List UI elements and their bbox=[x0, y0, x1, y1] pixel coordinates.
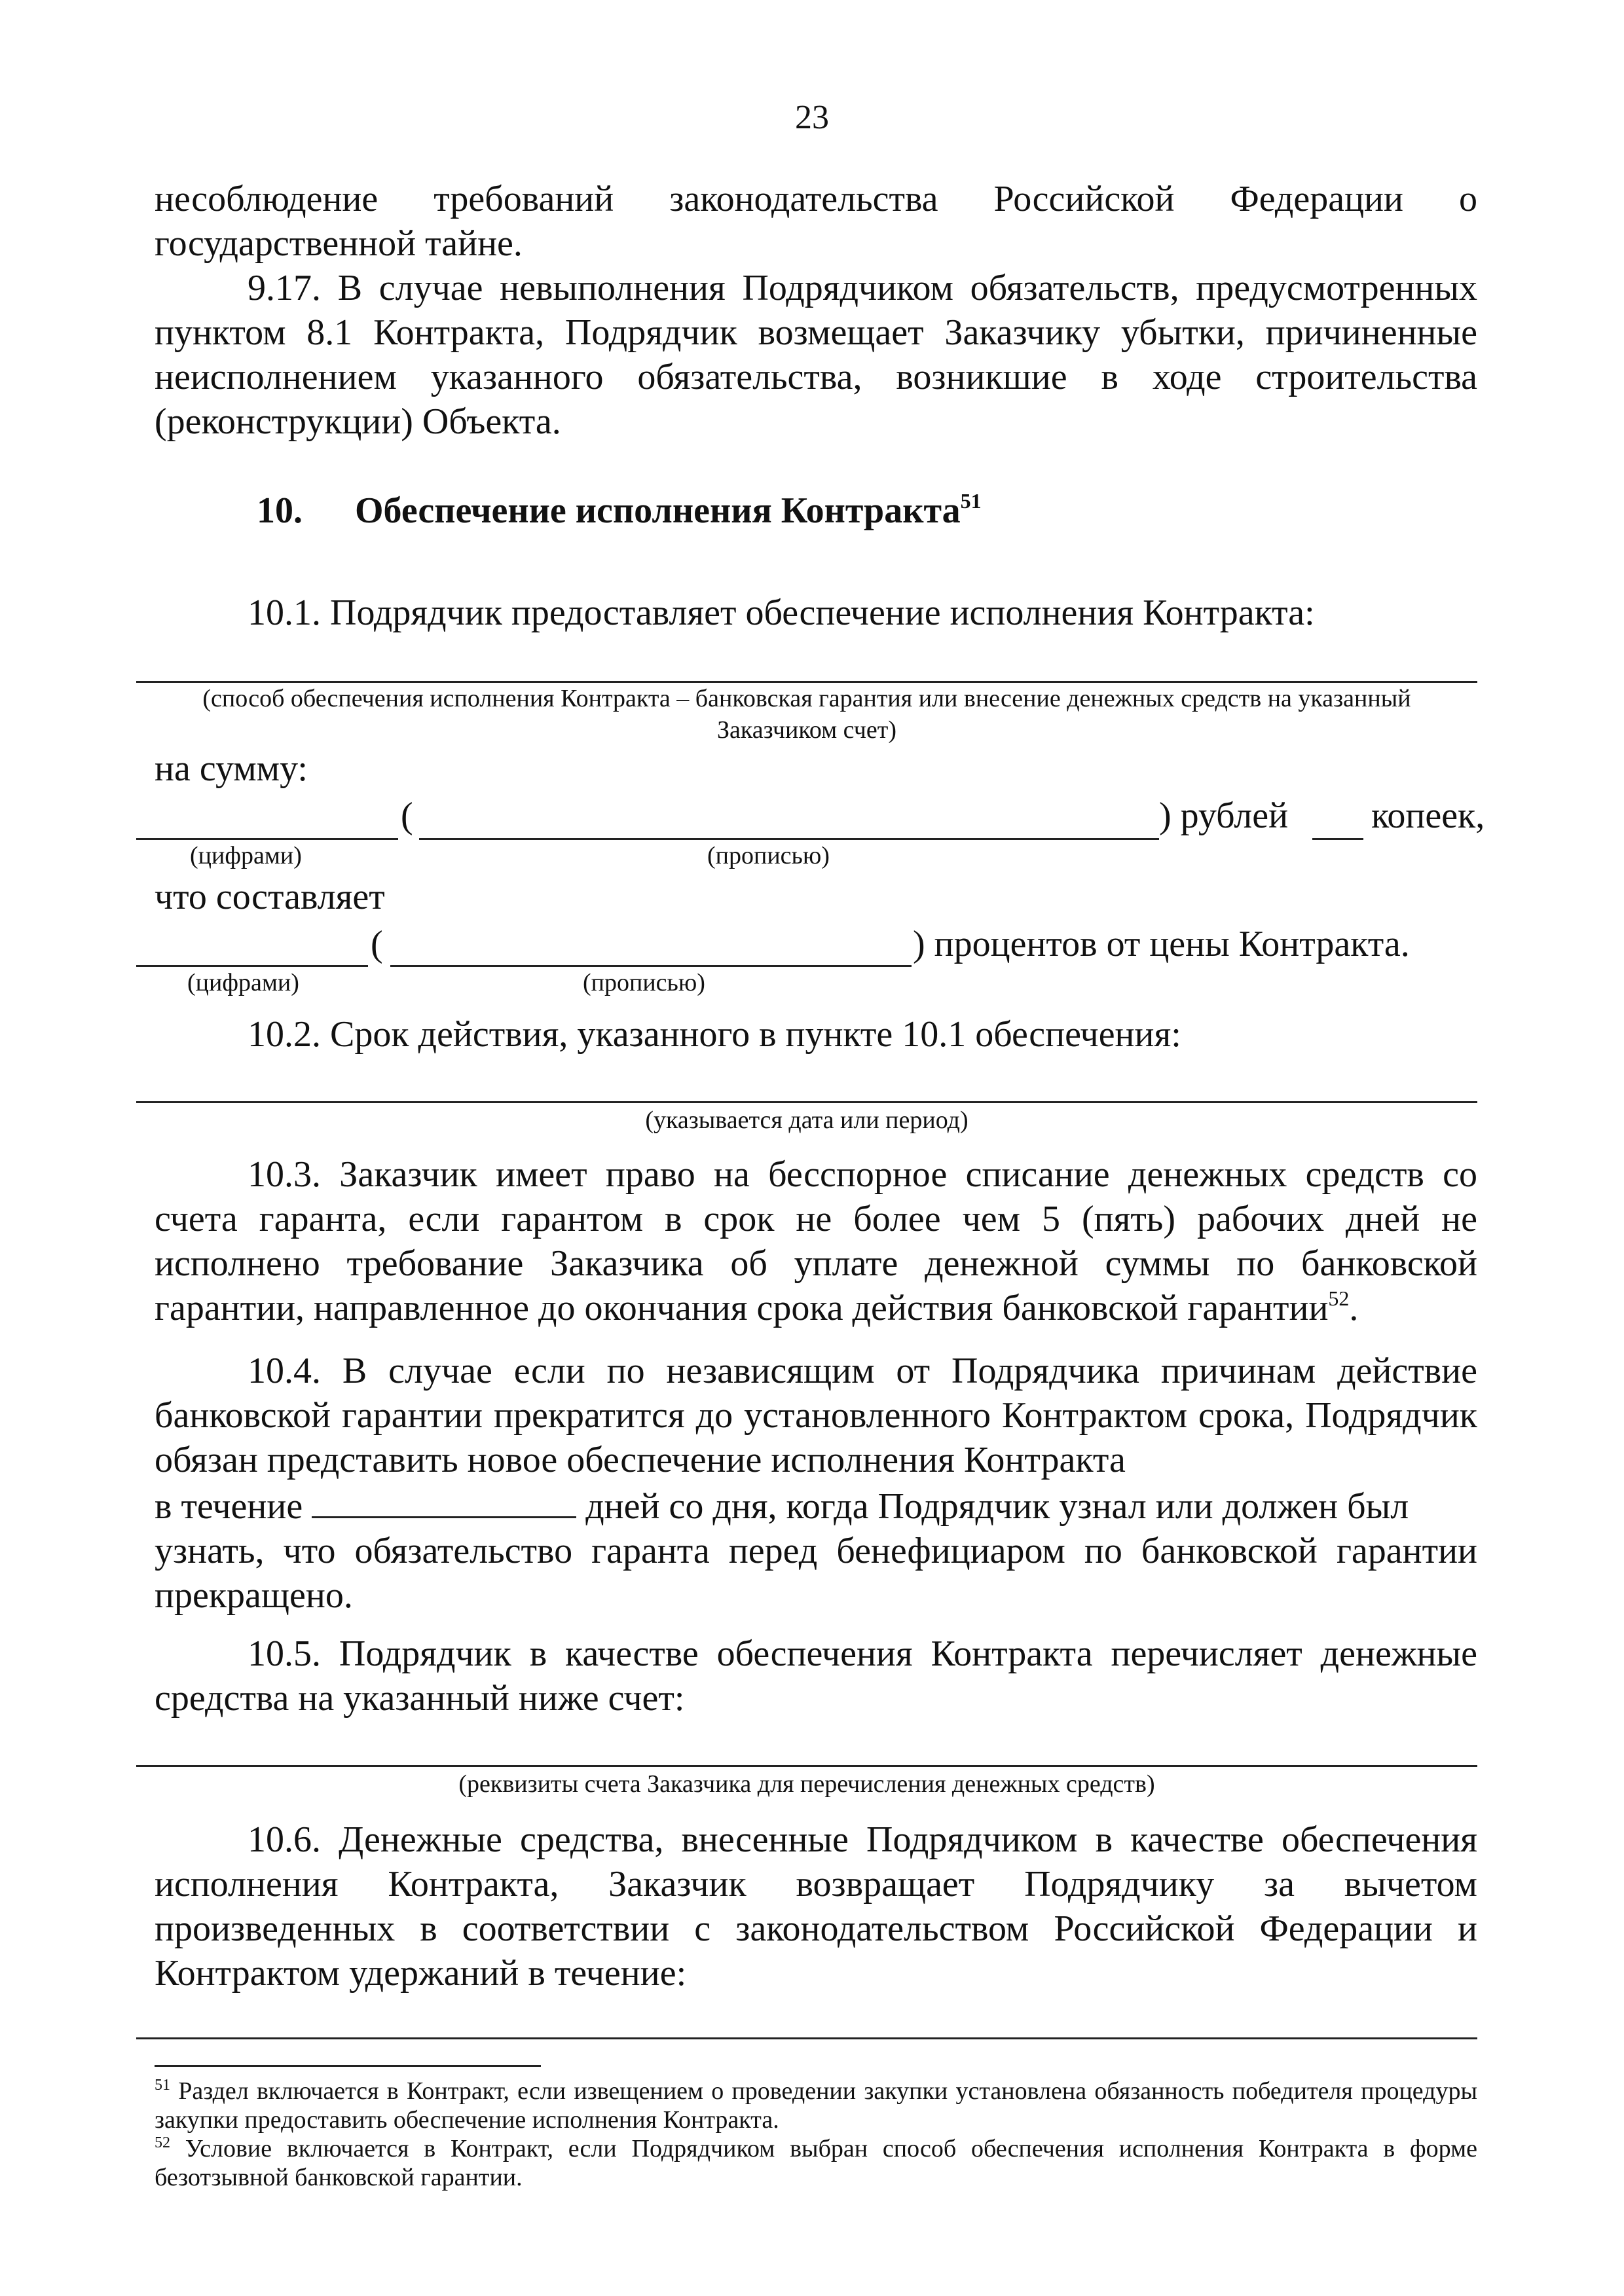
days-blank bbox=[312, 1482, 576, 1518]
section-9-tail bbox=[155, 177, 1477, 444]
footnote-51-text: Раздел включается в Контракт, если извещением о проведении закупки установлена обязанность победителя процедуры закупки предоставить обеспечение исполнения Контракта. bbox=[155, 2077, 1478, 2134]
caption-period: (указывается дата или период) bbox=[645, 1106, 969, 1134]
section-heading bbox=[257, 490, 982, 532]
paragraph-10-6-block bbox=[155, 1817, 1477, 1995]
amount-words-blank bbox=[419, 838, 1159, 840]
page-number: 23 bbox=[795, 99, 829, 136]
footnote-ref-51: 51 bbox=[960, 489, 982, 513]
footnote-52 bbox=[155, 2134, 1477, 2192]
section-number: 10. bbox=[257, 490, 303, 531]
blank-line-return-period bbox=[136, 2037, 1477, 2039]
blank-line-period bbox=[136, 1101, 1477, 1103]
paragraph-10-4-part4: узнать, что обязательство гаранта перед бенефициаром по банковской гарантии прекращено. bbox=[155, 1531, 1477, 1616]
paragraph-10-5: 10.5. Подрядчик в качестве обеспечения Контракта перечисляет денежные средства на указанный ниже счет: bbox=[155, 1633, 1477, 1719]
amount-caption-digits: (цифрами) bbox=[190, 842, 302, 869]
section-title: Обеспечение исполнения Контракта bbox=[355, 490, 961, 531]
percent-caption-words: (прописью) bbox=[583, 969, 705, 996]
paragraph-10-4-line-blank bbox=[155, 1482, 1477, 1529]
paragraph-10-4-part3: дней со дня, когда Подрядчик узнал или должен был bbox=[585, 1486, 1409, 1527]
blank-line-account bbox=[136, 1765, 1477, 1767]
paragraph-10-4-part1: 10.4. В случае если по независящим от Подрядчика причинам действие банковской гарантии прекратится до установленного Контрактом срока, Подрядчик обязан представить новое обеспечение исполнения Контракта bbox=[155, 1351, 1477, 1480]
percent-open-paren: ( bbox=[371, 924, 383, 964]
blank-line-method bbox=[136, 681, 1477, 683]
paragraph-intro: несоблюдение требований законодательства Российской Федерации о государственной тайне. bbox=[155, 179, 1477, 264]
amount-label: на сумму: bbox=[155, 748, 308, 789]
footnote-51-ref: 51 bbox=[155, 2077, 170, 2094]
percent-tail-text: ) процентов от цены Контракта. bbox=[913, 924, 1410, 964]
paragraph-9-17: 9.17. В случае невыполнения Подрядчиком обязательств, предусмотренных пунктом 8.1 Контракта, Подрядчик возмещает Заказчику убытки, причиненные неисполнением указанного обязательства, возникшие в ходе строительства (реконструкции) Объекта. bbox=[155, 268, 1477, 442]
footnote-52-ref: 52 bbox=[155, 2134, 170, 2151]
paragraph-10-6: 10.6. Денежные средства, внесенные Подрядчиком в качестве обеспечения исполнения Контракта, Заказчик возвращает Подрядчику за вычетом произведенных в соответствии с законодательством Российской Федерации и Контрактом удержаний в течение: bbox=[155, 1819, 1477, 1994]
footnote-separator bbox=[155, 2065, 541, 2067]
caption-method-line1: (способ обеспечения исполнения Контракта – банковская гарантия или внесение денежных средств на указанный bbox=[202, 685, 1411, 712]
amount-open-paren: ( bbox=[401, 795, 413, 836]
footnote-52-text: Условие включается в Контракт, если Подрядчиком выбран способ обеспечения исполнения Контракта в форме безотзывной банковской гарантии. bbox=[155, 2135, 1477, 2191]
amount-digits-blank bbox=[136, 838, 398, 840]
footnote-ref-52: 52 bbox=[1328, 1286, 1350, 1310]
paragraph-10-5-block bbox=[155, 1631, 1477, 1721]
percent-label: что составляет bbox=[155, 877, 385, 917]
percent-words-blank bbox=[390, 965, 912, 967]
amount-caption-words: (прописью) bbox=[707, 842, 830, 869]
amount-kopecks-blank bbox=[1312, 838, 1363, 840]
paragraph-10-4-block bbox=[155, 1349, 1477, 1618]
caption-account: (реквизиты счета Заказчика для перечисления денежных средств) bbox=[458, 1770, 1155, 1798]
paragraph-10-1: 10.1. Подрядчик предоставляет обеспечение исполнения Контракта: bbox=[248, 592, 1315, 633]
paragraph-10-2: 10.2. Срок действия, указанного в пункте 10.1 обеспечения: bbox=[248, 1014, 1181, 1055]
paragraph-10-4-in-course: в течение bbox=[155, 1486, 303, 1527]
paragraph-10-3: 10.3. Заказчик имеет право на бесспорное списание денежных средств со счета гаранта, если гарантом в срок не более чем 5 (пять) рабочих дней не исполнено требование Заказчика об уплате денежной суммы по банковской гарантии, направленное до окончания срока действия банковской гарантии bbox=[155, 1154, 1477, 1328]
amount-kopecks-text: копеек, bbox=[1371, 795, 1485, 836]
footnote-51 bbox=[155, 2077, 1477, 2134]
caption-method-line2: Заказчиком счет) bbox=[716, 716, 897, 744]
paragraph-10-3-block: 10.3. Заказчик имеет право на бесспорное списание денежных средств со счета гаранта, если гарантом в срок не более чем 5 (пять) рабочих дней не исполнено требование Заказчика об уплате денежной суммы по банковской гарантии, направленное до окончания срока действия банковской гарантии$^{52}$. bbox=[155, 1154, 1477, 1328]
amount-rubles-text: ) рублей bbox=[1159, 795, 1289, 836]
percent-caption-digits: (цифрами) bbox=[187, 969, 299, 996]
percent-digits-blank bbox=[136, 965, 368, 967]
